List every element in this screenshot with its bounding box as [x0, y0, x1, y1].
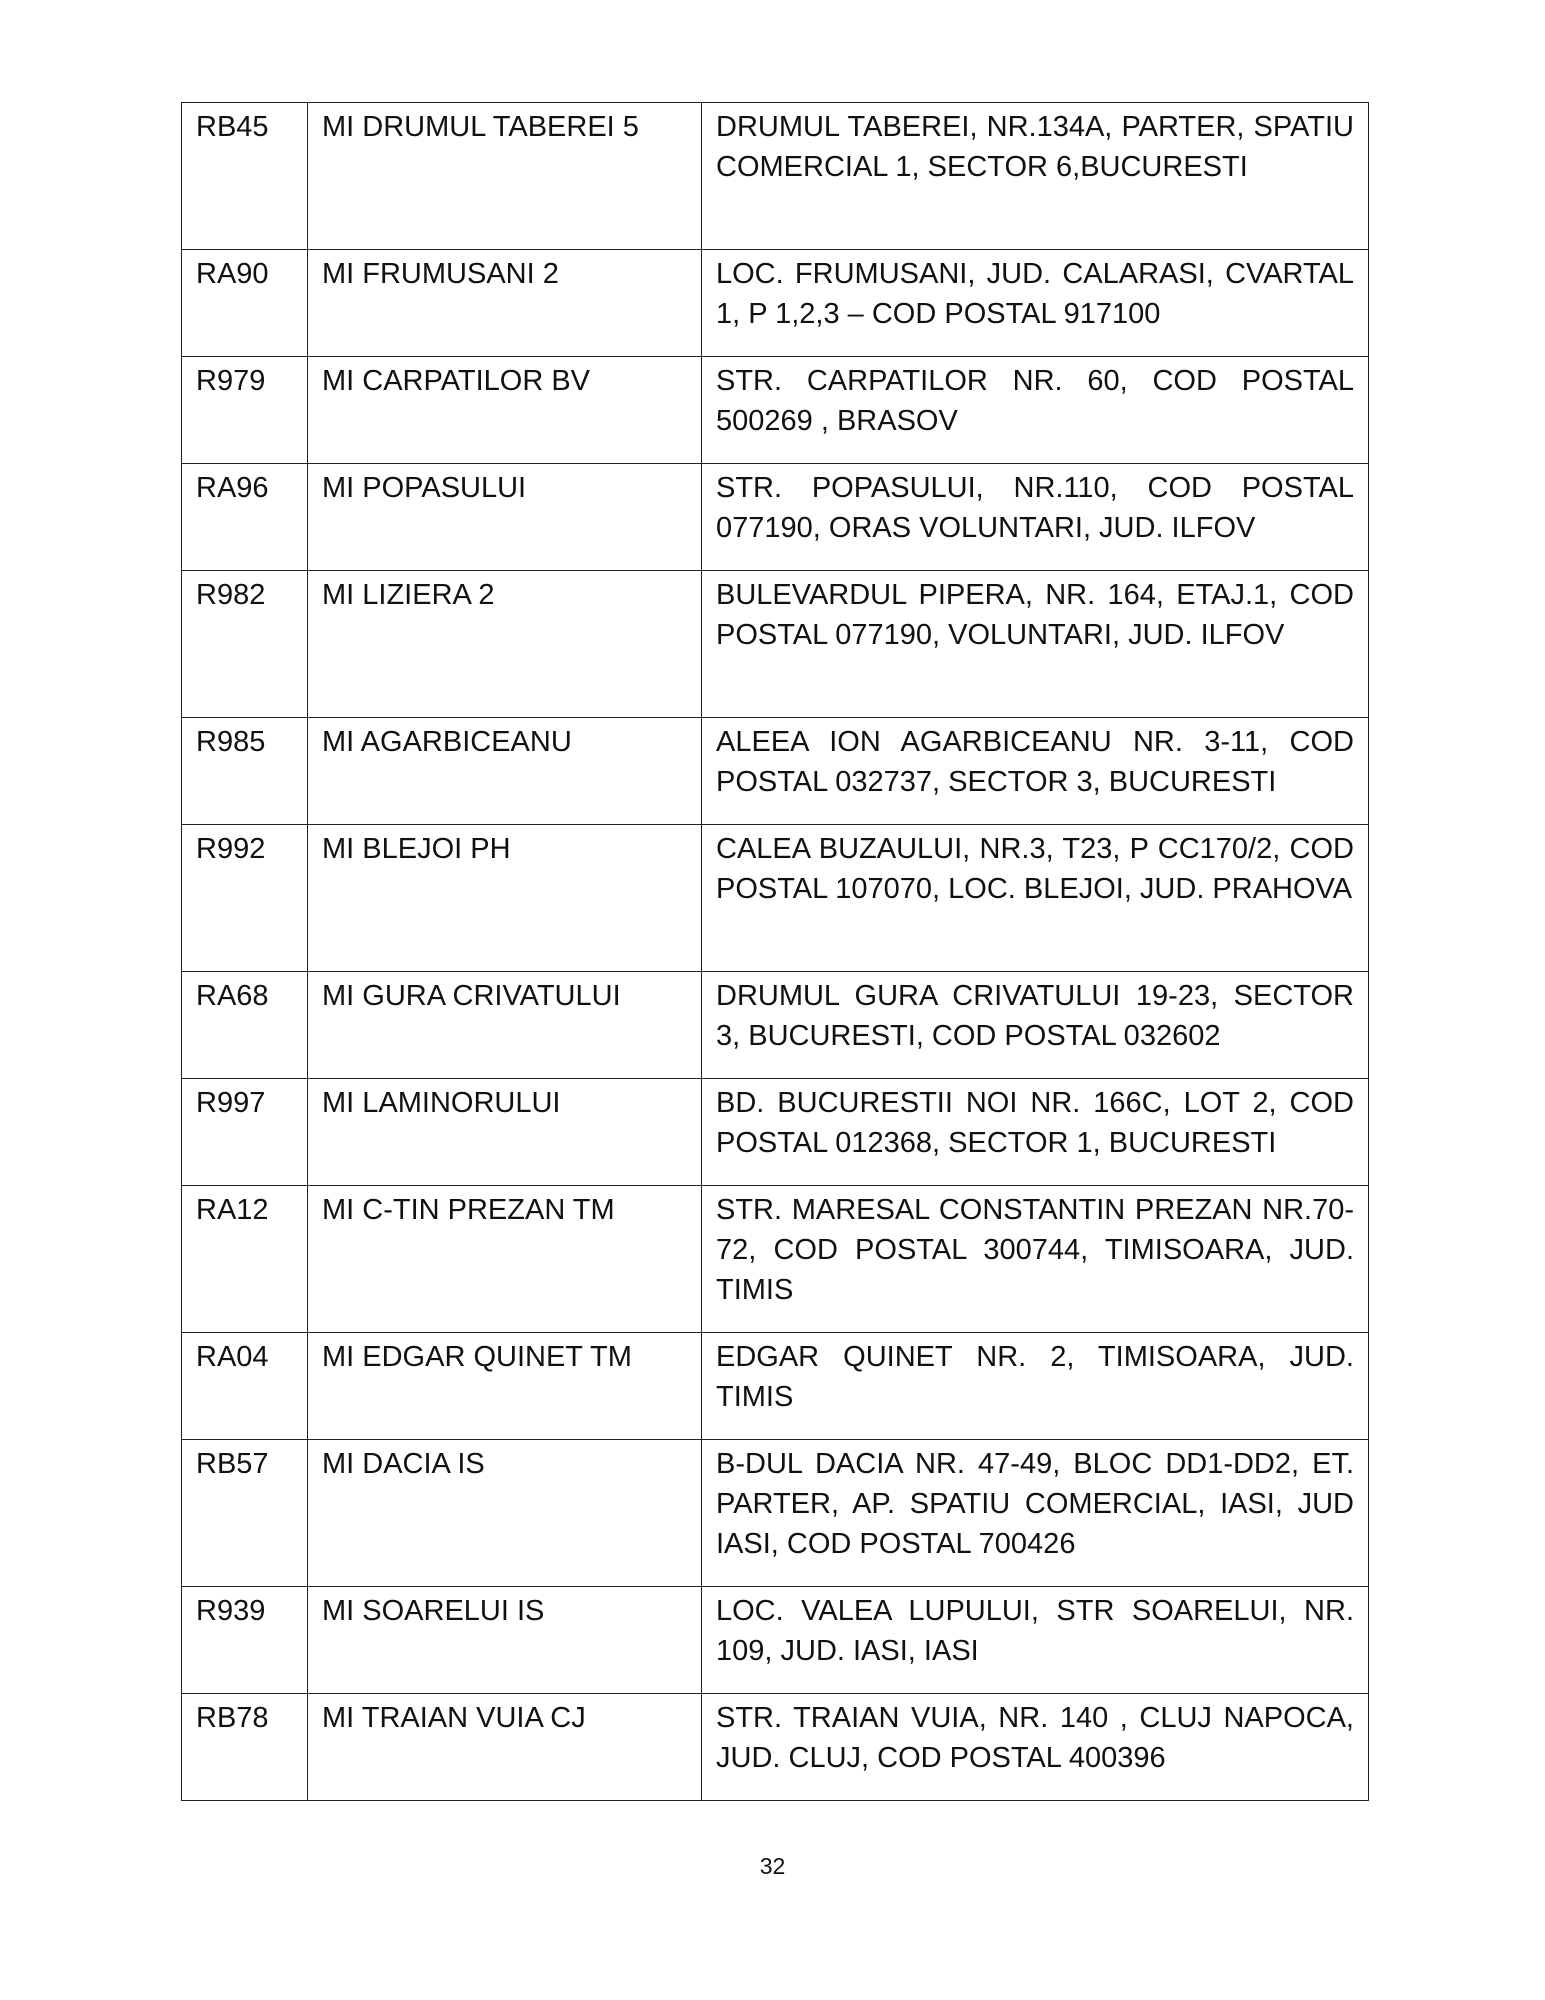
table-row — [182, 571, 1369, 718]
table-row — [182, 1333, 1369, 1440]
location-address: EDGAR QUINET NR. 2, TIMISOARA, JUD. TIMIS — [702, 1333, 1369, 1440]
locations-table — [181, 102, 1369, 1801]
table-row — [182, 718, 1369, 825]
location-code: RA12 — [182, 1186, 308, 1333]
location-code: RA68 — [182, 972, 308, 1079]
location-address: CALEA BUZAULUI, NR.3, T23, P CC170/2, COD POSTAL 107070, LOC. BLEJOI, JUD. PRAHOVA — [702, 825, 1369, 972]
location-name: MI DRUMUL TABEREI 5 — [308, 103, 702, 250]
location-address: STR. POPASULUI, NR.110, COD POSTAL 077190, ORAS VOLUNTARI, JUD. ILFOV — [702, 464, 1369, 571]
location-name: MI FRUMUSANI 2 — [308, 250, 702, 357]
location-code: R992 — [182, 825, 308, 972]
table-row — [182, 464, 1369, 571]
table-row — [182, 1694, 1369, 1801]
location-address: STR. MARESAL CONSTANTIN PREZAN NR.70-72, COD POSTAL 300744, TIMISOARA, JUD. TIMIS — [702, 1186, 1369, 1333]
location-name: MI LIZIERA 2 — [308, 571, 702, 718]
location-address: STR. TRAIAN VUIA, NR. 140 , CLUJ NAPOCA, JUD. CLUJ, COD POSTAL 400396 — [702, 1694, 1369, 1801]
location-code: RB78 — [182, 1694, 308, 1801]
table-row — [182, 1079, 1369, 1186]
table-row — [182, 1587, 1369, 1694]
location-address: BULEVARDUL PIPERA, NR. 164, ETAJ.1, COD POSTAL 077190, VOLUNTARI, JUD. ILFOV — [702, 571, 1369, 718]
location-name: MI AGARBICEANU — [308, 718, 702, 825]
location-name: MI CARPATILOR BV — [308, 357, 702, 464]
location-code: R997 — [182, 1079, 308, 1186]
table-row — [182, 1440, 1369, 1587]
location-code: RA90 — [182, 250, 308, 357]
table-row — [182, 1186, 1369, 1333]
location-name: MI C-TIN PREZAN TM — [308, 1186, 702, 1333]
table-row — [182, 250, 1369, 357]
location-code: RB45 — [182, 103, 308, 250]
location-code: R939 — [182, 1587, 308, 1694]
location-address: LOC. FRUMUSANI, JUD. CALARASI, CVARTAL 1, P 1,2,3 – COD POSTAL 917100 — [702, 250, 1369, 357]
location-code: RB57 — [182, 1440, 308, 1587]
location-address: DRUMUL GURA CRIVATULUI 19-23, SECTOR 3, BUCURESTI, COD POSTAL 032602 — [702, 972, 1369, 1079]
location-name: MI EDGAR QUINET TM — [308, 1333, 702, 1440]
location-address: B-DUL DACIA NR. 47-49, BLOC DD1-DD2, ET. PARTER, AP. SPATIU COMERCIAL, IASI, JUD IASI, COD POSTAL 700426 — [702, 1440, 1369, 1587]
location-code: R985 — [182, 718, 308, 825]
location-code: R979 — [182, 357, 308, 464]
location-name: MI DACIA IS — [308, 1440, 702, 1587]
location-address: ALEEA ION AGARBICEANU NR. 3-11, COD POSTAL 032737, SECTOR 3, BUCURESTI — [702, 718, 1369, 825]
location-code: RA96 — [182, 464, 308, 571]
location-name: MI POPASULUI — [308, 464, 702, 571]
location-address: BD. BUCURESTII NOI NR. 166C, LOT 2, COD POSTAL 012368, SECTOR 1, BUCURESTI — [702, 1079, 1369, 1186]
table-row — [182, 357, 1369, 464]
page-number: 32 — [759, 1853, 786, 1879]
table-row — [182, 972, 1369, 1079]
location-code: RA04 — [182, 1333, 308, 1440]
location-address: LOC. VALEA LUPULUI, STR SOARELUI, NR. 109, JUD. IASI, IASI — [702, 1587, 1369, 1694]
location-name: MI TRAIAN VUIA CJ — [308, 1694, 702, 1801]
location-name: MI SOARELUI IS — [308, 1587, 702, 1694]
location-address: STR. CARPATILOR NR. 60, COD POSTAL 500269 , BRASOV — [702, 357, 1369, 464]
table-row — [182, 825, 1369, 972]
table-row — [182, 103, 1369, 250]
location-name: MI GURA CRIVATULUI — [308, 972, 702, 1079]
location-code: R982 — [182, 571, 308, 718]
location-name: MI BLEJOI PH — [308, 825, 702, 972]
location-address: DRUMUL TABEREI, NR.134A, PARTER, SPATIU COMERCIAL 1, SECTOR 6,BUCURESTI — [702, 103, 1369, 250]
location-name: MI LAMINORULUI — [308, 1079, 702, 1186]
